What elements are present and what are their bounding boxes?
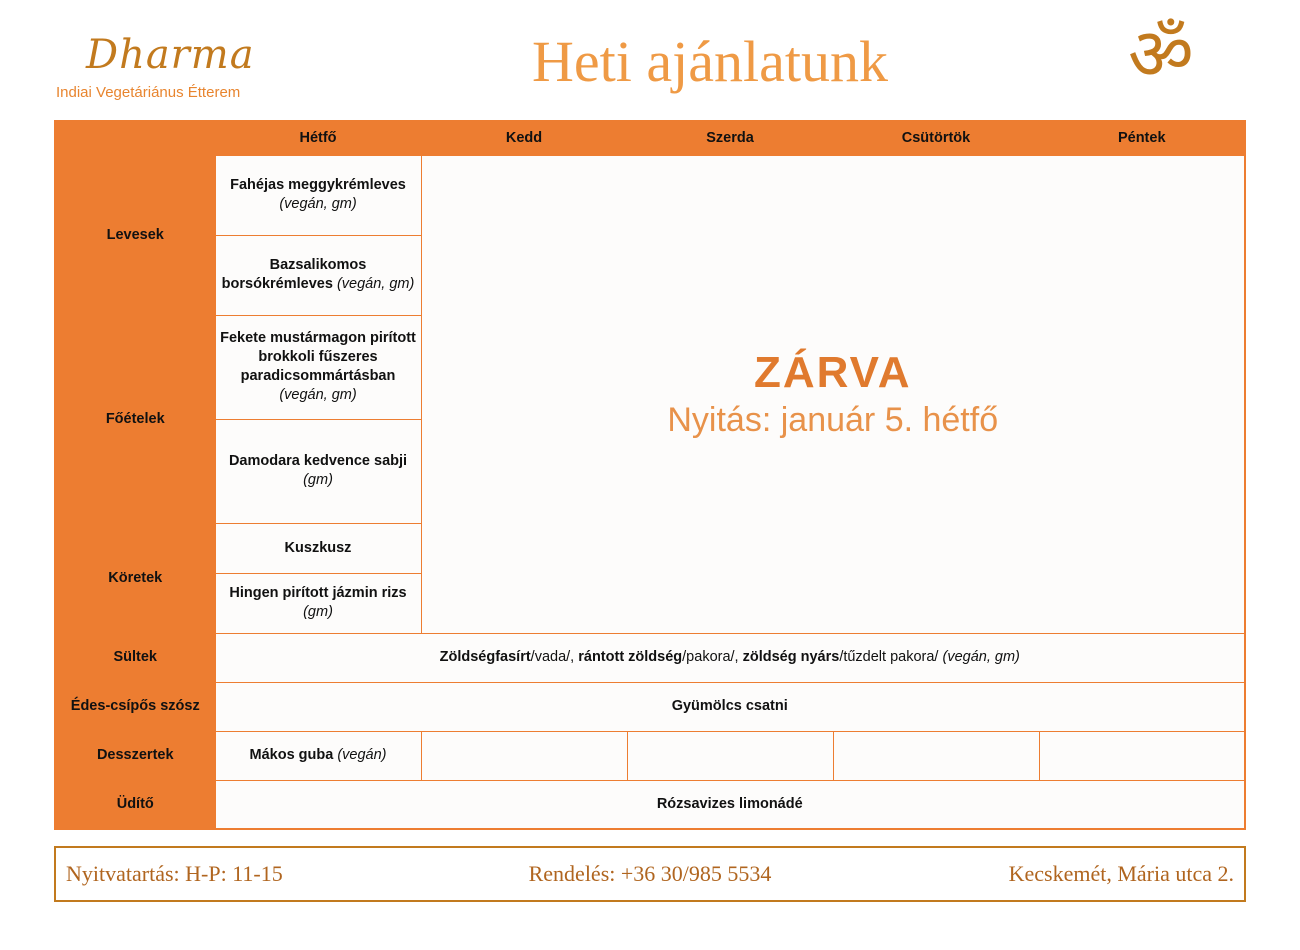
- dessert-empty-thursday: [833, 731, 1039, 780]
- reopening-date: Nyitás: január 5. hétfő: [667, 401, 999, 439]
- order-phone: Rendelés: +36 30/985 5534: [528, 861, 772, 886]
- dish-name: Kuszkusz: [284, 539, 352, 556]
- day-header-monday: Hétfő: [215, 121, 421, 155]
- dish-tag: (gm): [303, 472, 333, 488]
- dessert-empty-wednesday: [627, 731, 833, 780]
- dish-name: Fekete mustármagon pirított brokkoli fűszeres paradicsommártásban: [220, 330, 416, 384]
- fried-item-3: zöldség nyárs: [742, 649, 840, 665]
- dish-tag: (vegán, gm): [336, 276, 415, 292]
- dish-tag: (gm): [303, 604, 333, 620]
- category-sauce: Édes-csípős szósz: [55, 682, 215, 731]
- dish-name: Hingen pirított jázmin rizs: [229, 585, 407, 601]
- table-row: [55, 155, 1245, 235]
- address: Kecskemét, Mária utca 2.: [1008, 861, 1234, 886]
- day-header-friday: Péntek: [1039, 121, 1245, 155]
- menu-item-main-2: [215, 419, 421, 523]
- table-row: [55, 731, 1245, 780]
- category-drink: Üdítő: [55, 780, 215, 829]
- drink-item: Rózsavizes limonádé: [215, 780, 1245, 829]
- dish-tag: (vegán, gm): [279, 196, 357, 212]
- dish-tag: (vegán, gm): [279, 387, 357, 403]
- corner-cell: [55, 121, 215, 155]
- category-desserts: Desszertek: [55, 731, 215, 780]
- menu-item-main-1: [215, 315, 421, 419]
- day-header-tuesday: Kedd: [421, 121, 627, 155]
- dish-name: Bazsalikomos borsókrémleves: [221, 257, 367, 292]
- day-header-thursday: Csütörtök: [833, 121, 1039, 155]
- table-row: [55, 682, 1245, 731]
- brand-subtitle: Indiai Vegetáriánus Étterem: [56, 84, 241, 101]
- table-row: [55, 633, 1245, 682]
- dessert-empty-friday: [1039, 731, 1245, 780]
- menu-item-soup-1: [215, 155, 421, 235]
- om-icon: ॐ: [1128, 12, 1194, 96]
- fried-items: [215, 633, 1245, 682]
- dessert-empty-tuesday: [421, 731, 627, 780]
- menu-item-side-1: [215, 523, 421, 573]
- fried-item-2-note: /pakora/,: [682, 649, 743, 665]
- footer-bar: [54, 846, 1246, 902]
- day-header-wednesday: Szerda: [627, 121, 833, 155]
- dish-name: Damodara kedvence sabji: [228, 453, 408, 469]
- category-mains: Főételek: [55, 315, 215, 523]
- opening-hours: Nyitvatartás: H-P: 11-15: [66, 861, 283, 886]
- fried-item-1-note: /vada/,: [530, 649, 579, 665]
- fried-item-2: rántott zöldség: [578, 649, 683, 665]
- table-row: [55, 780, 1245, 829]
- weekly-menu-table: [54, 120, 1246, 830]
- header-row: [55, 121, 1245, 155]
- closed-notice: [421, 155, 1245, 633]
- menu-item-soup-2: [215, 235, 421, 315]
- closed-title: ZÁRVA: [754, 348, 912, 397]
- brand-name: Dharma: [86, 32, 255, 78]
- page-title: Heti ajánlatunk: [532, 29, 888, 94]
- dish-name: Mákos guba: [249, 747, 334, 763]
- dish-tag: (vegán): [337, 747, 387, 763]
- fried-item-1: Zöldségfasírt: [439, 649, 531, 665]
- fried-item-3-note: /tűzdelt pakora/: [839, 649, 943, 665]
- menu-item-side-2: [215, 573, 421, 633]
- menu-item-dessert: [215, 731, 421, 780]
- category-sides: Köretek: [55, 523, 215, 633]
- fried-tag: (vegán, gm): [942, 649, 1020, 665]
- category-fried: Sültek: [55, 633, 215, 682]
- category-soups: Levesek: [55, 155, 215, 315]
- dish-name: Fahéjas meggykrémleves: [230, 177, 406, 193]
- sauce-item: Gyümölcs csatni: [215, 682, 1245, 731]
